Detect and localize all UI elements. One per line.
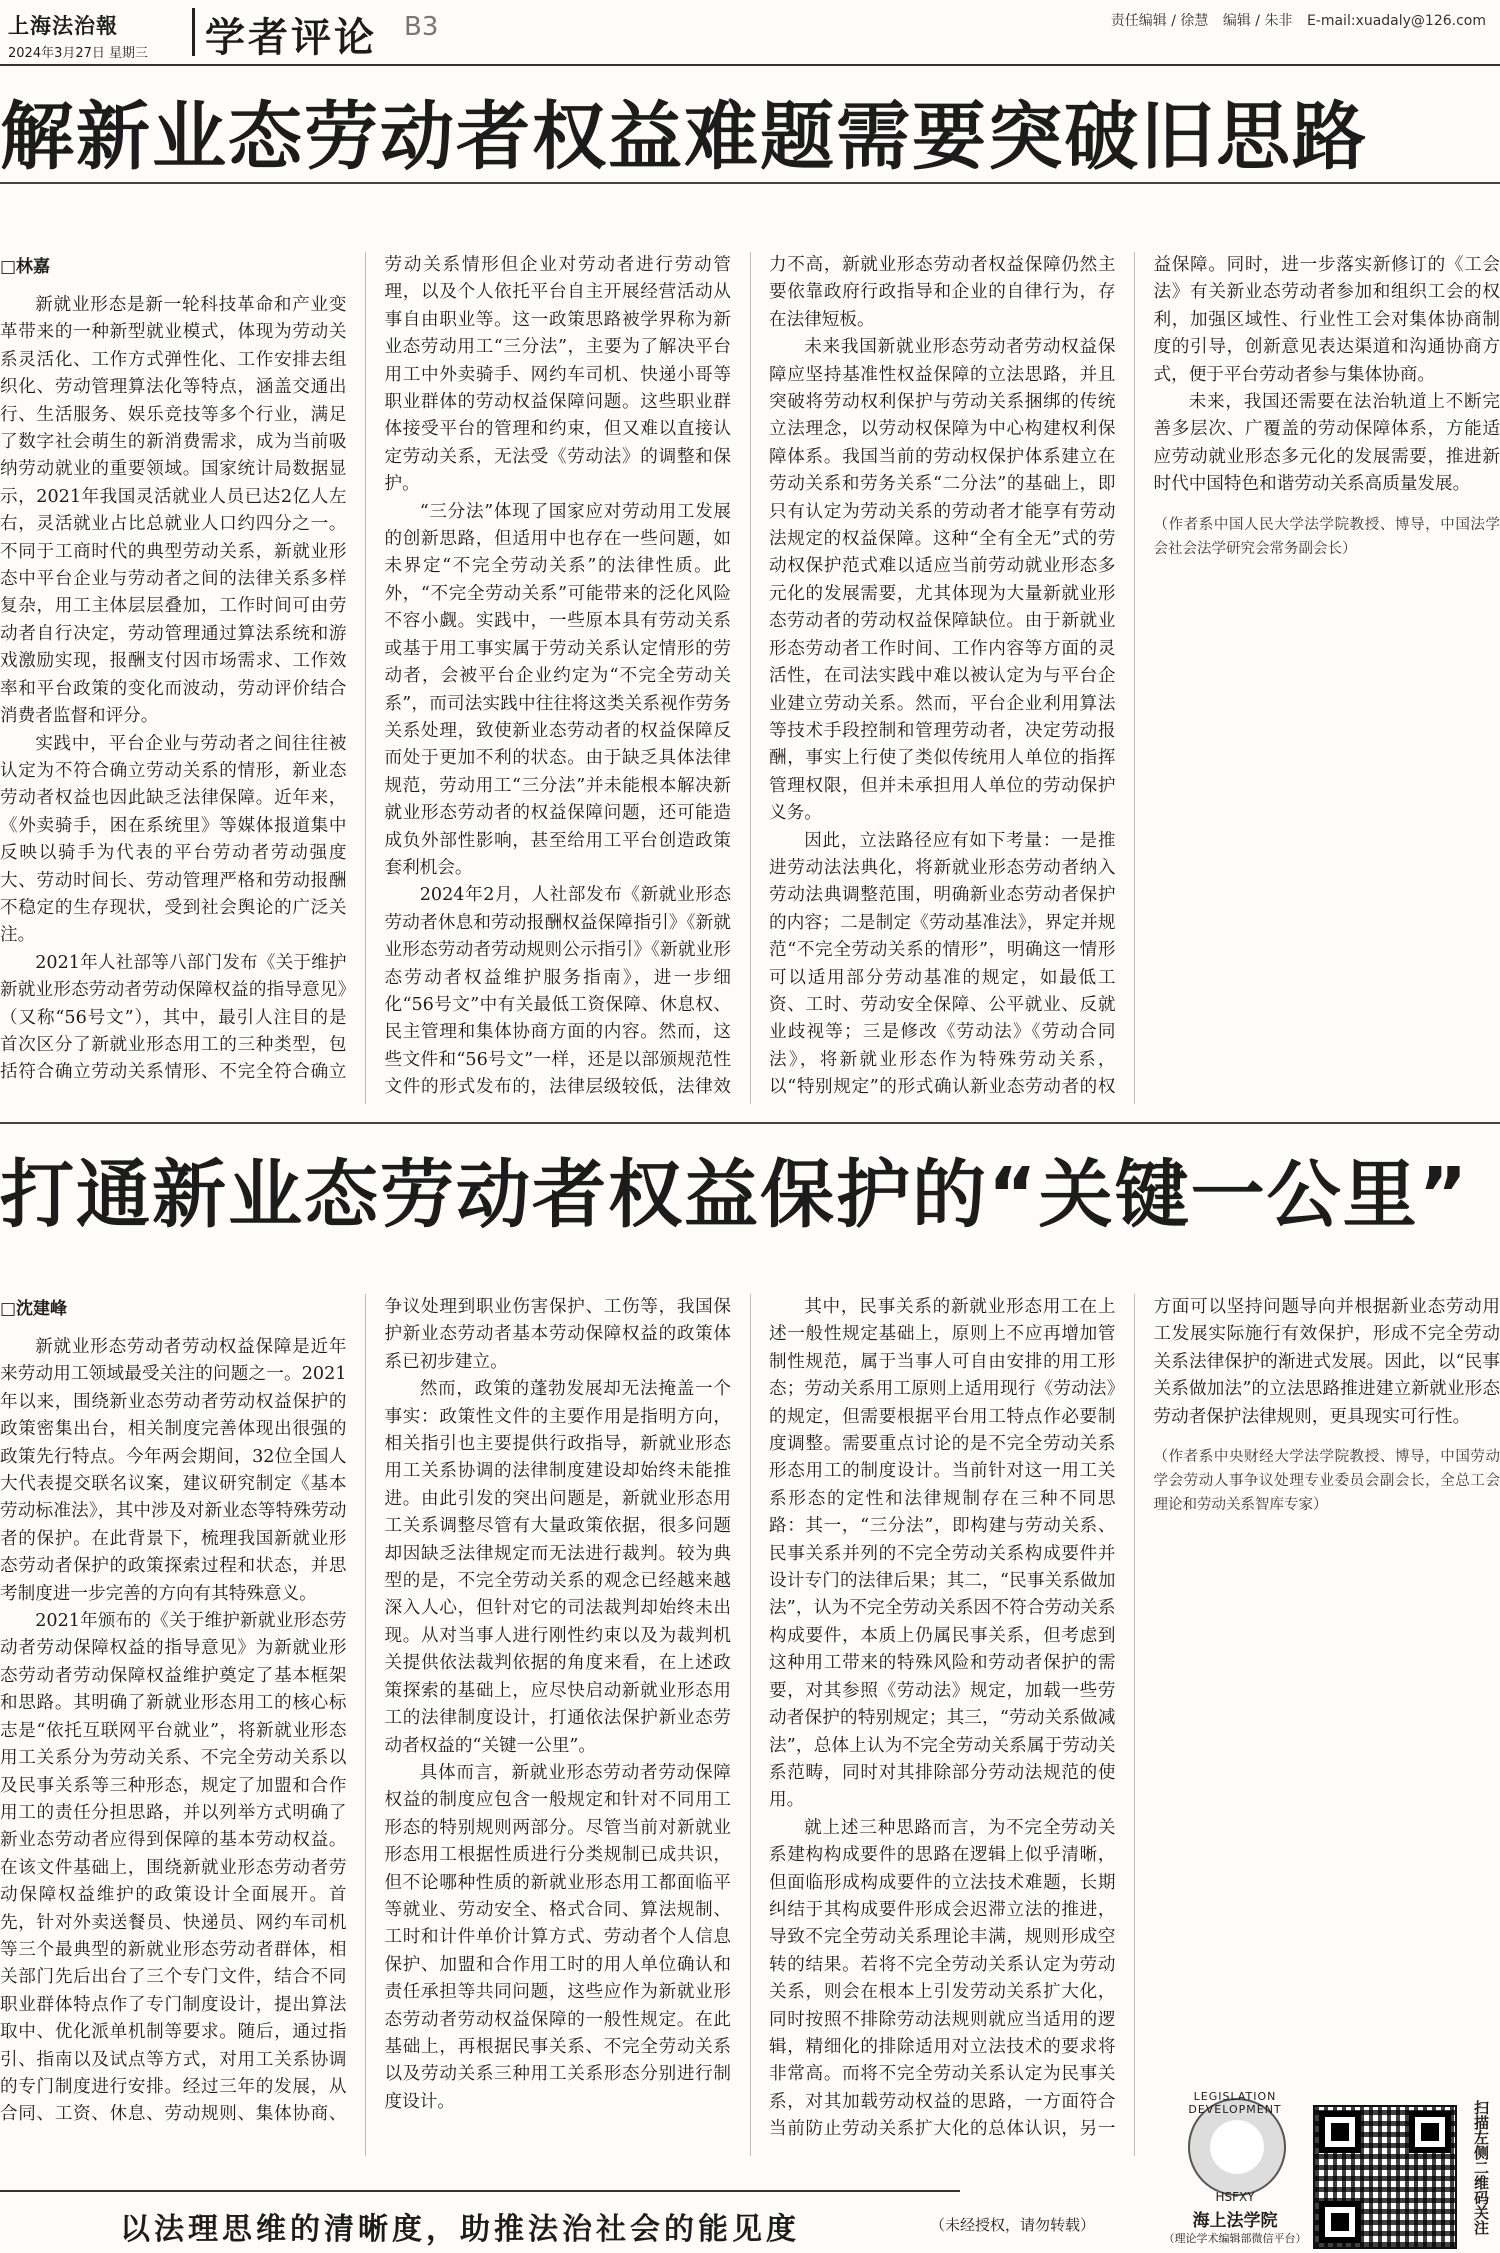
article2-paragraph: 其中，民事关系的新就业形态用工在上述一般性规定基础上，原则上不应再增加管制性规范，属于当事人可自由安排的用工形态；劳动关系用工原则上适用现行《劳动法》的规定，但需要根据平台用工特点作必要制度调整。需要重点讨论的是不完全劳动关系形态用工的制度设计。当前针对这一用工关系形态的定性和法律规制存在三种不同思路：其一，“三分法”，即构建与劳动关系、民事关系并列的不完全劳动关系构成要件并设计专门的法律后果；其二，“民事关系做加法”，认为不完全劳动关系因不符合劳动关系构成要件，本质上仍属民事关系，但考虑到这种用工带来的特殊风险和劳动者保护的需要，对其参照《劳动法》规定，加载一些劳动者保护的特别规定；其三，“劳动关系做减法”，总体上认为不完全劳动关系属于劳动关系范畴，同时对其排除部分劳动法规范的使用。 xyxy=(769,1297,1116,1811)
article1-paragraph: 未来我国新就业形态劳动者劳动权益保障应坚持基准性权益保障的立法思路，并且突破将劳动权利保护与劳动关系捆绑的传统立法理念，以劳动权保障为中心构建权利保障体系。我国当前的劳动权保护体系建立在劳动关系和劳务关系“二分法”的基础上，即只有认定为劳动关系的劳动者才能享有劳动法规定的权益保障。这种“全有全无”式的劳动权保护范式难以适应当前劳动就业形态多元化的发展需要，尤其体现为大量新就业形态劳动者的劳动权益保障缺位。由于新就业形态劳动者工作时间、工作内容等方面的灵活性，在司法实践中难以被认定为与平台企业建立劳动关系。然而，平台企业利用算法等技术手段控制和管理劳动者，决定劳动报酬，事实上行使了类似传统用人单位的指挥管理权限，但并未承担用人单位的劳动保护义务。 xyxy=(769,337,1116,824)
masthead-divider xyxy=(192,8,195,56)
article2-paragraph: 2021年颁布的《关于维护新就业形态劳动者劳动保障权益的指导意见》为新就业形态劳动者劳动保障权益维护奠定了基本框架和思路。其明确了新就业形态用工的核心标志是“依托互联网平台就业”，将新就业形态用工关系分为劳动关系、不完全劳动关系以及民事关系等三种形态，规定了加盟和合作用工的责任分担思路，并以列举方式明确了新业态劳动者应得到保障的基本劳动权益。在该文件基础上，围绕新就业形态劳动者劳动保障权益维护的政策设计全面展开。首先，针对外卖送餐员、快递员、网约车司机等三个最典型的新就业形态劳动者群体，相关部门先后出台了三个专门文件，结合不同职业群体特点作了专门制度设计，提出算法取中、优化派单机制等要求。随后，通过指引、指南以及试点等方式，对用工关系协调的专门制度进行安排。经过三年的发展，从合同、工资、休息、劳动规则、集体协商、争议处理到职业伤害保护、工伤等，我国保护新业态劳动者基本劳动保障权益的政策体系已初步建立。 xyxy=(0,1297,731,2125)
article2-paragraph: 就上述三种思路而言，为不完全劳动关系建构构成要件的思路在逻辑上似乎清晰，但面临形成构成要件的立法技术难题，长期纠结于其构成要件形成会迟滞立法的推进，导致不完全劳动关系理论丰满，规则形成空转的结果。若将不完全劳动关系认定为劳动关系，则会在根本上引发劳动关系扩大化，同时按照不排除劳动法规则就应当适用的逻辑，精细化的排除适用对立法技术的要求将非常高。而将不完全劳动关系认定为民事关系，对其加载劳动权益的思路，一方面符合当前防止劳动关系扩大化的总体认识，另一方面可以坚持问题导向并根据新业态劳动用工发展实际施行有效保护，形成不完全劳动关系法律保护的渐进式发展。因此，以“民事关系做加法”的立法思路推进建立新就业形态劳动者保护法律规则，更具现实可行性。 xyxy=(769,1297,1500,2140)
article2-headline: 打通新业态劳动者权益保护的“关键一公里” xyxy=(0,1152,1470,1238)
article1-headline: 解新业态劳动者权益难题需要突破旧思路 xyxy=(0,94,1368,180)
qr-code-icon[interactable] xyxy=(1313,2105,1457,2249)
article1-author-note: （作者系中国人民大学法学院教授、博导，中国法学会社会法学研究会常务副会长） xyxy=(1153,516,1500,557)
masthead xyxy=(0,0,1500,62)
newspaper-logo: 上海法治報 xyxy=(8,13,118,38)
article1-paragraph: 新就业形态是新一轮科技革命和产业变革带来的一种新型就业模式，体现为劳动关系灵活化、工作方式弹性化、工作安排去组织化、劳动管理算法化等特点，涵盖交通出行、生活服务、娱乐竞技等多个行业，满足了数字社会萌生的新消费需求，成为当前吸纳劳动就业的重要领域。国家统计局数据显示，2021年我国灵活就业人员已达2亿人左右，灵活就业占比总就业人口约四分之一。不同于工商时代的典型劳动关系，新就业形态中平台企业与劳动者之间的法律关系多样复杂，用工主体层层叠加，工作时间可由劳动者自行决定，劳动管理通过算法系统和游戏激励实现，报酬支付因市场需求、工作效率和平台政策的变化而波动，劳动评价结合消费者监督和评分。 xyxy=(0,295,347,727)
article1-byline: □林嘉 xyxy=(0,257,51,277)
article2-body xyxy=(0,1294,1500,2156)
article1-body xyxy=(0,252,1500,1104)
editor-info xyxy=(1101,10,1486,30)
section-title: 学者评论 xyxy=(205,14,377,61)
qr-caption: 扫描左侧二维码关注 xyxy=(1472,2100,1490,2235)
issue-date: 2024年3月27日 星期三 xyxy=(8,46,149,61)
article1-paragraph: 2024年2月，人社部发布《新就业形态劳动者休息和劳动报酬权益保障指引》《新就业形态劳动者劳动规则公示指引》《新就业形态劳动者权益维护服务指南》，进一步细化“56号文”中有关最低工资保障、休息权、民主管理和集体协商方面的内容。然而，这些文件和“56号文”一样，还是以部颁规范性文件的形式发布的，法律层级较低，法律效力不高，新就业形态劳动者权益保障仍然主要依靠政府行政指导和企业的自律行为，存在法律短板。 xyxy=(384,255,1116,1098)
article2-paragraph: 然而，政策的蓬勃发展却无法掩盖一个事实：政策性文件的主要作用是指明方向，相关指引也主要提供行政指导，新就业形态用工关系协调的法律制度建设却始终未能推进。由此引发的突出问题是，新就业形态用工关系调整尽管有大量政策依据，很多问题却因缺乏法律规定而无法进行裁判。较为典型的是，不完全劳动关系的观念已经越来越深入人心，但针对它的司法裁判却始终未出现。从对当事人进行刚性约束以及为裁判机关提供依法裁判依据的角度来看，在上述政策探索的基础上，应尽快启动新就业形态用工的法律制度设计，打通依法保护新业态劳动者权益的“关键一公里”。 xyxy=(384,1379,731,1756)
logo-abbreviation: HSFXY xyxy=(1215,2190,1255,2204)
article1-paragraph: 未来，我国还需要在法治轨道上不断完善多层次、广覆盖的劳动保障体系，方能适应劳动就业形态多元化的发展需要，推进新时代中国特色和谐劳动关系高质量发展。 xyxy=(1153,392,1500,495)
logo-caption: （理论学术编辑部微信平台） xyxy=(1163,2232,1307,2245)
article2-columns xyxy=(0,1294,1500,2156)
article1-columns xyxy=(0,252,1500,1104)
footer-slogan: 以法理思维的清晰度，助推法治社会的能见度 xyxy=(120,2212,800,2247)
logo-name: 海上法学院 xyxy=(1192,2211,1278,2231)
law-school-logo xyxy=(1160,2090,1310,2245)
article2-paragraph: 具体而言，新就业形态劳动者劳动保障权益的制度应包含一般规定和针对不同用工形态的特别规则两部分。尽管当前对新就业形态用工根据性质进行分类规制已成共识，但不论哪种性质的新就业形态用工都面临平等就业、劳动安全、格式合同、算法规制、工时和计件单价计算方式、劳动者个人信息保护、加盟和合作用工时的用人单位确认和责任承担等共同问题，这些应作为新就业形态劳动者劳动权益保障的一般性规定。在此基础上，再根据民事关系、不完全劳动关系以及劳动关系三种用工关系形态分别进行制度设计。 xyxy=(384,1762,731,2112)
copyright-notice: （未经授权，请勿转载） xyxy=(930,2216,1096,2234)
editor-email: E-mail:xuadaly@126.com xyxy=(1306,13,1486,29)
article1-paragraph: 实践中，平台企业与劳动者之间往往被认定为不符合确立劳动关系的情形，新业态劳动者权益也因此缺乏法律保障。近年来，《外卖骑手，困在系统里》等媒体报道集中反映以骑手为代表的平台劳动者劳动强度大、劳动时间长、劳动管理严格和劳动报酬不稳定的生存现状，受到社会舆论的广泛关注。 xyxy=(0,733,347,946)
article2-byline: □沈建峰 xyxy=(0,1299,68,1319)
article2-paragraph: 新就业形态劳动者劳动权益保障是近年来劳动用工领域最受关注的问题之一。2021年以来，围绕新业态劳动者劳动权益保护的政策密集出台，相关制度完善体现出很强的政策先行特点。今年两会期间，32位全国人大代表提交联名议案，建议研究制定《基本劳动标准法》，其中涉及对新业态等特殊劳动者的保护。在此背景下，梳理我国新就业形态劳动者保护的政策探索过程和状态，并思考制度进一步完善的方向有其特殊意义。 xyxy=(0,1337,347,1604)
article1-paragraph: “三分法”体现了国家应对劳动用工发展的创新思路，但适用中也存在一些问题，如未界定“不完全劳动关系”的法律性质。此外，“不完全劳动关系”可能带来的泛化风险不容小觑。实践中，一些原本具有劳动关系或基于用工事实属于劳动关系认定情形的劳动者，会被平台企业约定为“不完全劳动关系”，而司法实践中往往将这类关系视作劳务关系处理，致使新业态劳动者的权益保障反而处于更加不利的状态。由于缺乏具体法律规范，劳动用工“三分法”并未能根本解决新就业形态劳动者的权益保障问题，还可能造成负外部性影响，甚至给用工平台创造政策套利机会。 xyxy=(384,501,731,878)
duty-editor: 责任编辑 / 徐慧 xyxy=(1110,13,1209,29)
headline-rule xyxy=(0,182,1500,184)
logo-arc-text: LEGISLATION DEVELOPMENT xyxy=(1188,2090,1282,2116)
page-number: B3 xyxy=(404,12,439,42)
article1-paragraph: 2021年人社部等八部门发布《关于维护新就业形态劳动者劳动保障权益的指导意见》（又称“56号文”），其中，最引人注目的是首次区分了新就业形态用工的三种类型，包括符合确立劳动关系情形、不完全符合确立劳动关系情形但企业对劳动者进行劳动管理，以及个人依托平台自主开展经营活动从事自由职业等。这一政策思路被学界称为新业态劳动用工“三分法”，主要为了解决平台用工中外卖骑手、网约车司机、快递小哥等职业群体的劳动权益保障问题。这些职业群体接受平台的管理和约束，但又难以直接认定劳动关系，无法受《劳动法》的调整和保护。 xyxy=(0,255,731,1083)
masthead-rule xyxy=(0,64,1500,66)
article1-paragraph: 因此，立法路径应有如下考量：一是推进劳动法法典化，将新就业形态劳动者纳入劳动法典调整范围，明确新业态劳动者保护的内容；二是制定《劳动基准法》，界定并规范“不完全劳动关系的情形”，明确这一情形可以适用部分劳动基准的规定，如最低工资、工时、劳动安全保障、公平就业、反就业歧视等；三是修改《劳动法》《劳动合同法》，将新就业形态作为特殊劳动关系，以“特别规定”的形式确认新业态劳动者的权益保障。同时，进一步落实新修订的《工会法》有关新业态劳动者参加和组织工会的权利，加强区域性、行业性工会对集体协商制度的引导，创新意见表达渠道和沟通协商方式，便于平台劳动者参与集体协商。 xyxy=(769,255,1500,1098)
article2-author-note: （作者系中央财经大学法学院教授、博导，中国劳动学会劳动人事争议处理专业委员会副会长，全总工会理论和劳动关系智库专家） xyxy=(1153,1449,1500,1514)
article-separator xyxy=(0,1122,1500,1124)
editor: 编辑 / 朱非 xyxy=(1222,13,1293,29)
footer-rule xyxy=(0,2190,960,2192)
